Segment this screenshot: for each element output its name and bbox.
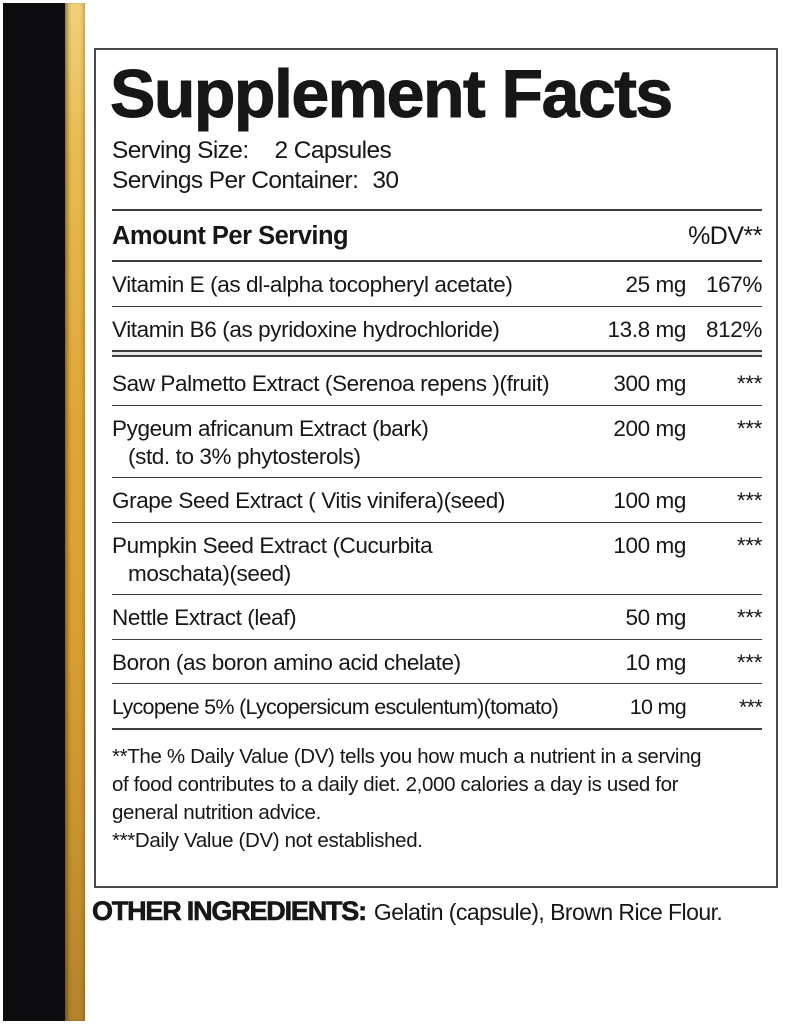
serving-size-line [112,136,762,166]
ingredient-name: Vitamin E (as dl-alpha tocopheryl acetate) [112,272,513,298]
serving-size-value: 2 Capsules [274,137,392,165]
ingredient-amount: 200 mg [613,415,686,441]
footnote-line: of food contributes to a daily diet. 2,000 calories a day is used for [112,772,679,796]
table-row [112,684,762,728]
ingredient-name: Nettle Extract (leaf) [112,605,297,631]
other-ingredients-label: OTHER INGREDIENTS: [92,896,366,926]
ingredient-name: Boron (as boron amino acid chelate) [112,649,461,675]
ingredient-amount: 10 mg [625,649,686,675]
divider-thick [112,350,762,357]
ingredient-name: Lycopene 5% (Lycopersicum esculentum)(tomato) [112,695,559,720]
ingredient-dv: *** [738,695,762,720]
ingredient-amount: 25 mg [625,272,686,298]
ingredient-dv: *** [736,371,762,397]
table-row [112,307,762,351]
ingredient-dv: 812% [706,316,762,342]
amount-per-serving-header: Amount Per Serving [112,222,349,251]
other-ingredients-value: Gelatin (capsule), Brown Rice Flour. [373,899,723,925]
ingredient-dv: *** [736,532,762,558]
table-row [112,640,762,684]
serving-size-label: Serving Size: [112,137,249,165]
servings-per-container-label: Servings Per Container: [112,166,359,194]
table-row [112,357,762,405]
other-ingredients-line [92,896,784,927]
ingredient-name-line2: (std. to 3% phytosterols) [128,443,361,469]
table-row [112,595,762,639]
ingredient-name-line2: moschata)(seed) [128,560,291,586]
ingredient-name: Pygeum africanum Extract (bark) [112,415,429,441]
ingredient-amount: 13.8 mg [607,316,686,342]
ingredient-name: Saw Palmetto Extract (Serenoa repens )(fruit) [112,371,550,397]
ingredient-name: Pumpkin Seed Extract (Cucurbita [112,532,433,558]
column-header-row [112,211,762,260]
percent-dv-header: %DV** [688,222,762,251]
supplement-facts-panel [94,48,778,888]
table-row [112,262,762,306]
footnote-line: ***Daily Value (DV) not established. [112,829,423,853]
ingredient-dv: *** [736,415,762,441]
ingredient-amount: 100 mg [613,488,686,514]
ingredient-amount: 100 mg [613,532,686,558]
ingredient-dv: *** [736,488,762,514]
left-black-band [3,3,65,1021]
gold-stripe [65,3,85,1021]
footnote [112,730,762,856]
footnote-line: general nutrition advice. [112,800,321,824]
ingredient-amount: 300 mg [613,371,686,397]
ingredient-name: Grape Seed Extract ( Vitis vinifera)(seed) [112,488,505,514]
table-row [112,478,762,522]
ingredient-amount: 10 mg [629,695,686,720]
ingredient-dv: *** [736,605,762,631]
panel-title: Supplement Facts [110,56,672,132]
servings-per-container-value: 30 [372,166,399,194]
table-row [112,406,762,478]
servings-per-container-line [112,166,762,196]
table-row [112,523,762,595]
ingredient-dv: *** [736,649,762,675]
ingredient-name: Vitamin B6 (as pyridoxine hydrochloride) [112,316,500,342]
ingredient-amount: 50 mg [625,605,686,631]
footnote-line: **The % Daily Value (DV) tells you how much a nutrient in a serving [112,744,702,768]
ingredient-dv: 167% [706,272,762,298]
